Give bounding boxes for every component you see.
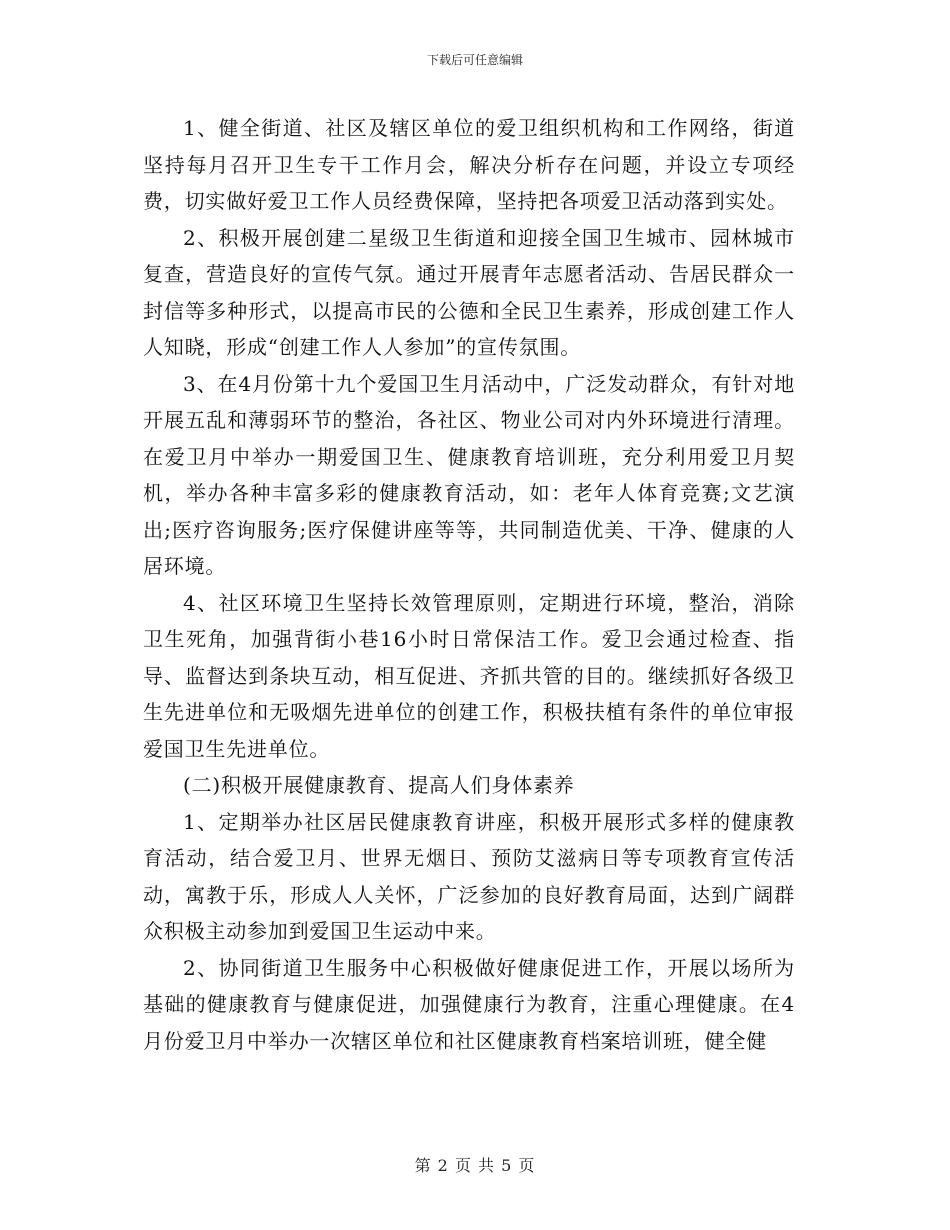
paragraph-1: 1、健全街道、社区及辖区单位的爱卫组织机构和工作网络，街道坚持每月召开卫生专干工作月会，解决分析存在问题，并设立专项经费，切实做好爱卫工作人员经费保障，坚持把各项爱卫活动落到实处。 <box>143 116 795 213</box>
section-heading: (二)积极开展健康教育、提高人们身体素养 <box>183 773 575 797</box>
paragraph-3: 3、在4月份第十九个爱国卫生月活动中，广泛发动群众，有针对地开展五乱和薄弱环节的整治，各社区、物业公司对内外环境进行清理。在爱卫月中举办一期爱国卫生、健康教育培训班，充分利用爱卫月契机，举办各种丰富多彩的健康教育活动，如：老年人体育竞赛;文艺演出;医疗咨询服务;医疗保健讲座等等，共同制造优美、干净、健康的人居环境。 <box>143 371 795 578</box>
page-header: 下载后可任意编辑 <box>426 53 523 67</box>
paragraph-6: 2、协同街道卫生服务中心积极做好健康促进工作，开展以场所为基础的健康教育与健康促进，加强健康行为教育，注重心理健康。在4月份爱卫月中举办一次辖区单位和社区健康教育档案培训班，健全健 <box>143 955 795 1053</box>
paragraph-5: 1、定期举办社区居民健康教育讲座，积极开展形式多样的健康教育活动，结合爱卫月、世界无烟日、预防艾滋病日等专项教育宣传活动，寓教于乐，形成人人关怀，广泛参加的良好教育局面，达到广阔群众积极主动参加到爱国卫生运动中来。 <box>143 809 795 943</box>
page-number-footer: 第 2 页 共 5 页 <box>414 1156 536 1175</box>
paragraph-4: 4、社区环境卫生坚持长效管理原则，定期进行环境，整治，消除卫生死角，加强背街小巷16小时日常保洁工作。爱卫会通过检查、指导、监督达到条块互动，相互促进、齐抓共管的目的。继续抓好各级卫生先进单位和无吸烟先进单位的创建工作，积极扶植有条件的单位审报爱国卫生先进单位。 <box>143 590 795 761</box>
document-body <box>143 110 795 1059</box>
paragraph-2: 2、积极开展创建二星级卫生街道和迎接全国卫生城市、园林城市复查，营造良好的宣传气氛。通过开展青年志愿者活动、告居民群众一封信等多种形式，以提高市民的公德和全民卫生素养，形成创建工作人人知晓，形成“创建工作人人参加”的宣传氛围。 <box>143 225 795 359</box>
